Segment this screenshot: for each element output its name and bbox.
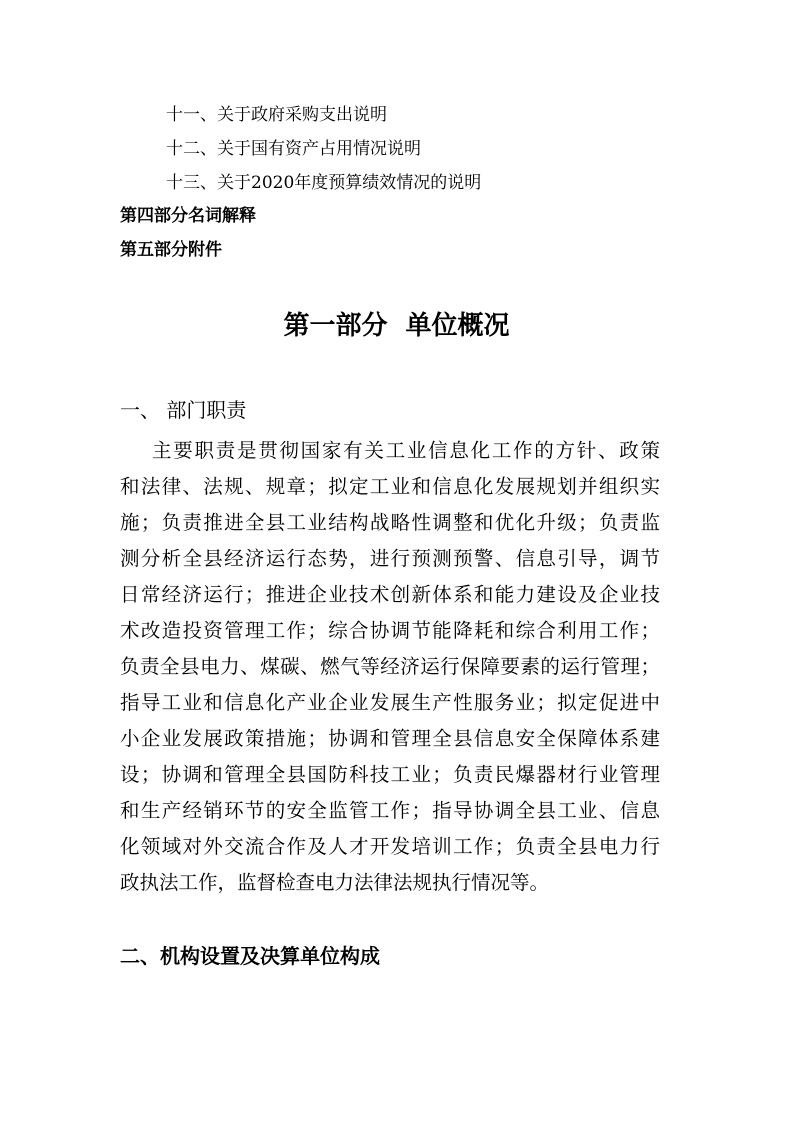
- toc-item-11: 十一、关于政府采购支出说明: [166, 105, 387, 125]
- paragraph-line: 政执法工作，监督检查电力法律法规执行情况等。: [120, 871, 550, 894]
- toc-item-13: 十三、关于2020年度预算绩效情况的说明: [166, 173, 482, 193]
- paragraph-line: 和生产经销环节的安全监管工作；指导协调全县工业、信息: [120, 799, 660, 822]
- paragraph-line: 化领域对外交流合作及人才开发培训工作；负责全县电力行: [120, 835, 660, 858]
- paragraph-line: 日常经济运行；推进企业技术创新体系和能力建设及企业技: [120, 583, 660, 606]
- toc-part-4: 第四部分名词解释: [120, 206, 256, 226]
- paragraph-line: 设；协调和管理全县国防科技工业；负责民爆器材行业管理: [120, 763, 660, 786]
- toc-part-5: 第五部分附件: [120, 240, 222, 260]
- paragraph-line: 术改造投资管理工作；综合协调节能降耗和综合利用工作；: [120, 619, 660, 642]
- paragraph-line: 小企业发展政策措施；协调和管理全县信息安全保障体系建: [120, 727, 660, 750]
- paragraph-line: 主要职责是贯彻国家有关工业信息化工作的方针、政策: [152, 439, 660, 462]
- page-title: 第一部分 单位概况: [283, 311, 510, 341]
- paragraph-line: 施；负责推进全县工业结构战略性调整和优化升级；负责监: [120, 511, 660, 534]
- section-heading-organization: 二、机构设置及决算单位构成: [120, 944, 380, 968]
- paragraph-line: 指导工业和信息化产业企业发展生产性服务业；拟定促进中: [120, 691, 660, 714]
- toc-item-12: 十二、关于国有资产占用情况说明: [166, 139, 421, 159]
- paragraph-line: 负责全县电力、煤碳、燃气等经济运行保障要素的运行管理；: [120, 655, 660, 678]
- paragraph-line: 测分析全县经济运行态势，进行预测预警、信息引导，调节: [120, 547, 660, 570]
- section-heading-duties: 一、 部门职责: [120, 398, 247, 422]
- paragraph-line: 和法律、法规、规章；拟定工业和信息化发展规划并组织实: [120, 475, 660, 498]
